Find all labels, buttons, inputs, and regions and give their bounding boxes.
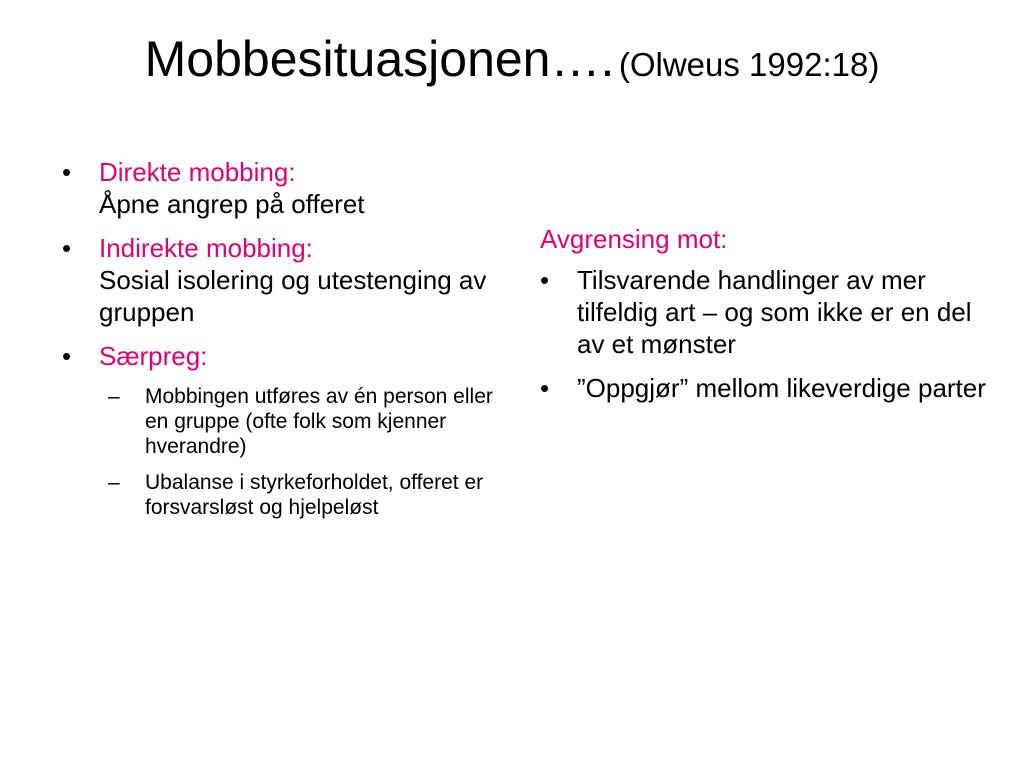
slide-title <box>0 31 1024 87</box>
bullet-heading: Indirekte mobbing: <box>99 233 313 263</box>
bullet-item-direct-bullying <box>62 156 512 220</box>
bullet-icon: • <box>62 341 72 371</box>
bullet-item-equal-parties <box>540 372 990 404</box>
bullet-heading: Direkte mobbing: <box>99 157 296 187</box>
right-column <box>540 223 990 416</box>
title-main: Mobbesituasjonen…. <box>144 31 615 87</box>
sub-item <box>108 384 512 459</box>
bullet-item-indirect-bullying <box>62 232 512 328</box>
sub-item <box>108 470 512 520</box>
bullet-text: Tilsvarende handlinger av mer tilfeldig art – og som ikke er en del av et mønster <box>577 265 972 359</box>
sub-list <box>62 384 512 520</box>
dash-icon: – <box>108 385 120 408</box>
bullet-item-random-acts <box>540 264 990 360</box>
bullet-body: Åpne angrep på offeret <box>99 189 365 219</box>
bullet-icon: • <box>540 373 550 403</box>
sub-item-text: Ubalanse i styrkeforholdet, offeret er forsvarsløst og hjelpeløst <box>145 471 484 519</box>
bullet-heading: Særpreg: <box>99 341 208 371</box>
bullet-icon: • <box>62 157 72 187</box>
left-column <box>62 156 512 531</box>
bullet-text: ”Oppgjør” mellom likeverdige parter <box>577 373 986 403</box>
dash-icon: – <box>108 471 120 494</box>
sub-item-text: Mobbingen utføres av én person eller en gruppe (ofte folk som kjenner hverandre) <box>145 385 493 458</box>
bullet-body: Sosial isolering og utestenging av gruppen <box>99 265 487 327</box>
bullet-icon: • <box>62 233 72 263</box>
right-heading: Avgrensing mot: <box>540 224 728 254</box>
bullet-icon: • <box>540 265 550 295</box>
bullet-item-characteristics <box>62 340 512 372</box>
title-reference: (Olweus 1992:18) <box>618 46 880 83</box>
